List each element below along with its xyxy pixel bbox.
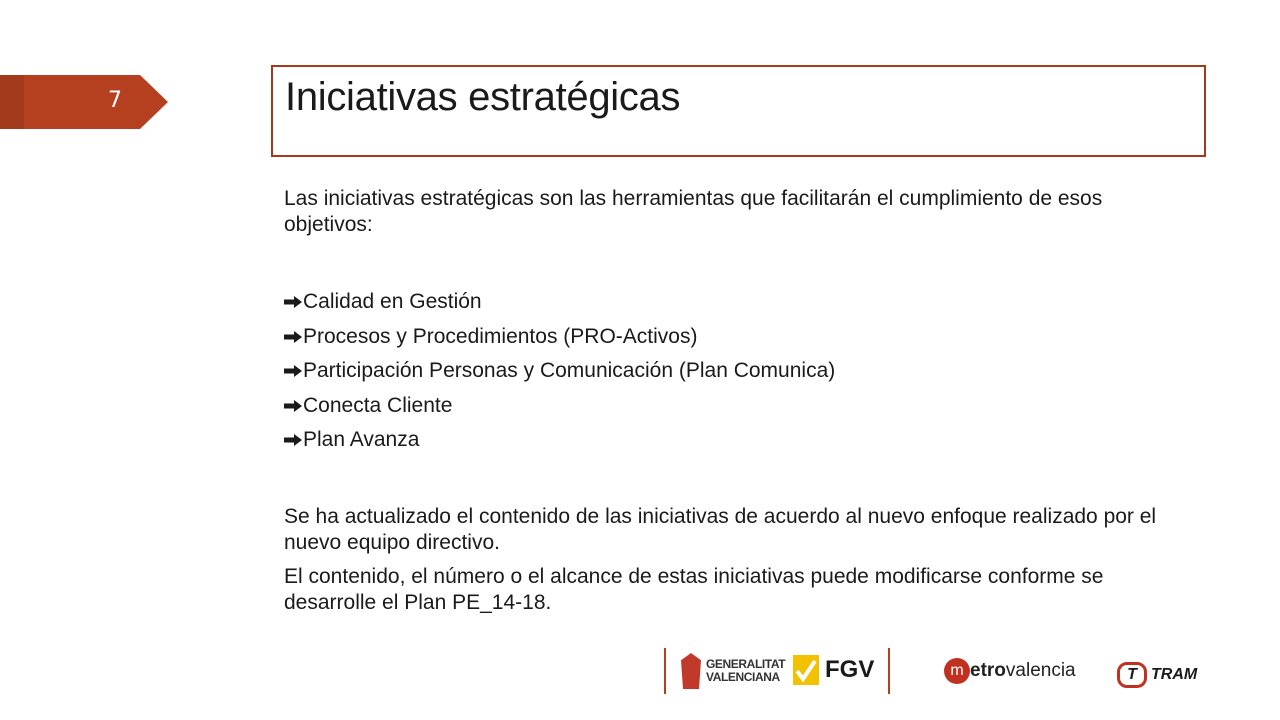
slide-number: 7 bbox=[108, 88, 122, 113]
metrovalencia-logo bbox=[944, 658, 1076, 684]
intro-paragraph: Las iniciativas estratégicas son las herramientas que facilitarán el cumplimiento de esos objetivos: bbox=[284, 187, 1103, 236]
slide-content bbox=[284, 186, 1184, 616]
list-item bbox=[284, 285, 1184, 320]
tram-mark-icon: T bbox=[1117, 662, 1147, 688]
arrow-right-icon bbox=[284, 324, 302, 350]
generalitat-line1: GENERALITAT bbox=[706, 657, 786, 671]
generalitat-logo-text bbox=[706, 658, 785, 684]
slide-number-tab bbox=[0, 75, 168, 129]
list-item-label: Procesos y Procedimientos (PRO-Activos) bbox=[303, 324, 698, 348]
slide-tab-edge bbox=[0, 75, 24, 129]
arrow-right-icon bbox=[284, 358, 302, 384]
list-item bbox=[284, 389, 1184, 424]
list-item-label: Conecta Cliente bbox=[303, 393, 453, 417]
list-item bbox=[284, 423, 1184, 458]
page-title: Iniciativas estratégicas bbox=[285, 75, 681, 119]
logo-footer bbox=[0, 645, 1280, 705]
divider bbox=[888, 648, 890, 694]
metro-bold-text: etro bbox=[970, 660, 1006, 681]
initiatives-list bbox=[284, 285, 1184, 458]
metro-m-icon: m bbox=[944, 658, 970, 684]
generalitat-line2: VALENCIANA bbox=[706, 670, 780, 684]
fgv-mark-icon bbox=[793, 655, 819, 685]
list-item-label: Calidad en Gestión bbox=[303, 290, 482, 314]
crest-icon bbox=[681, 653, 701, 689]
arrow-right-icon bbox=[284, 393, 302, 419]
generalitat-logo bbox=[681, 651, 785, 691]
list-item bbox=[284, 320, 1184, 355]
fgv-logo-text: FGV bbox=[825, 656, 875, 683]
tram-logo-text: TRAM bbox=[1151, 666, 1198, 683]
scope-paragraph: El contenido, el número o el alcance de estas iniciativas puede modificarse conforme se desarrolle el Plan PE_14-18. bbox=[284, 564, 1104, 614]
update-paragraph: Se ha actualizado el contenido de las iniciativas de acuerdo al nuevo enfoque realizado por el nuevo equipo directivo. bbox=[284, 504, 1157, 554]
list-item-label: Plan Avanza bbox=[303, 428, 420, 452]
list-item-label: Participación Personas y Comunicación (Plan Comunica) bbox=[303, 359, 836, 383]
divider bbox=[664, 648, 666, 694]
metro-rest-text: valencia bbox=[1005, 660, 1076, 681]
metrovalencia-logo-text bbox=[970, 660, 1076, 682]
title-box bbox=[271, 65, 1206, 157]
arrow-right-icon bbox=[284, 289, 302, 315]
tram-logo bbox=[1117, 662, 1197, 688]
arrow-right-icon bbox=[284, 427, 302, 453]
fgv-logo bbox=[793, 655, 874, 685]
list-item bbox=[284, 354, 1184, 389]
